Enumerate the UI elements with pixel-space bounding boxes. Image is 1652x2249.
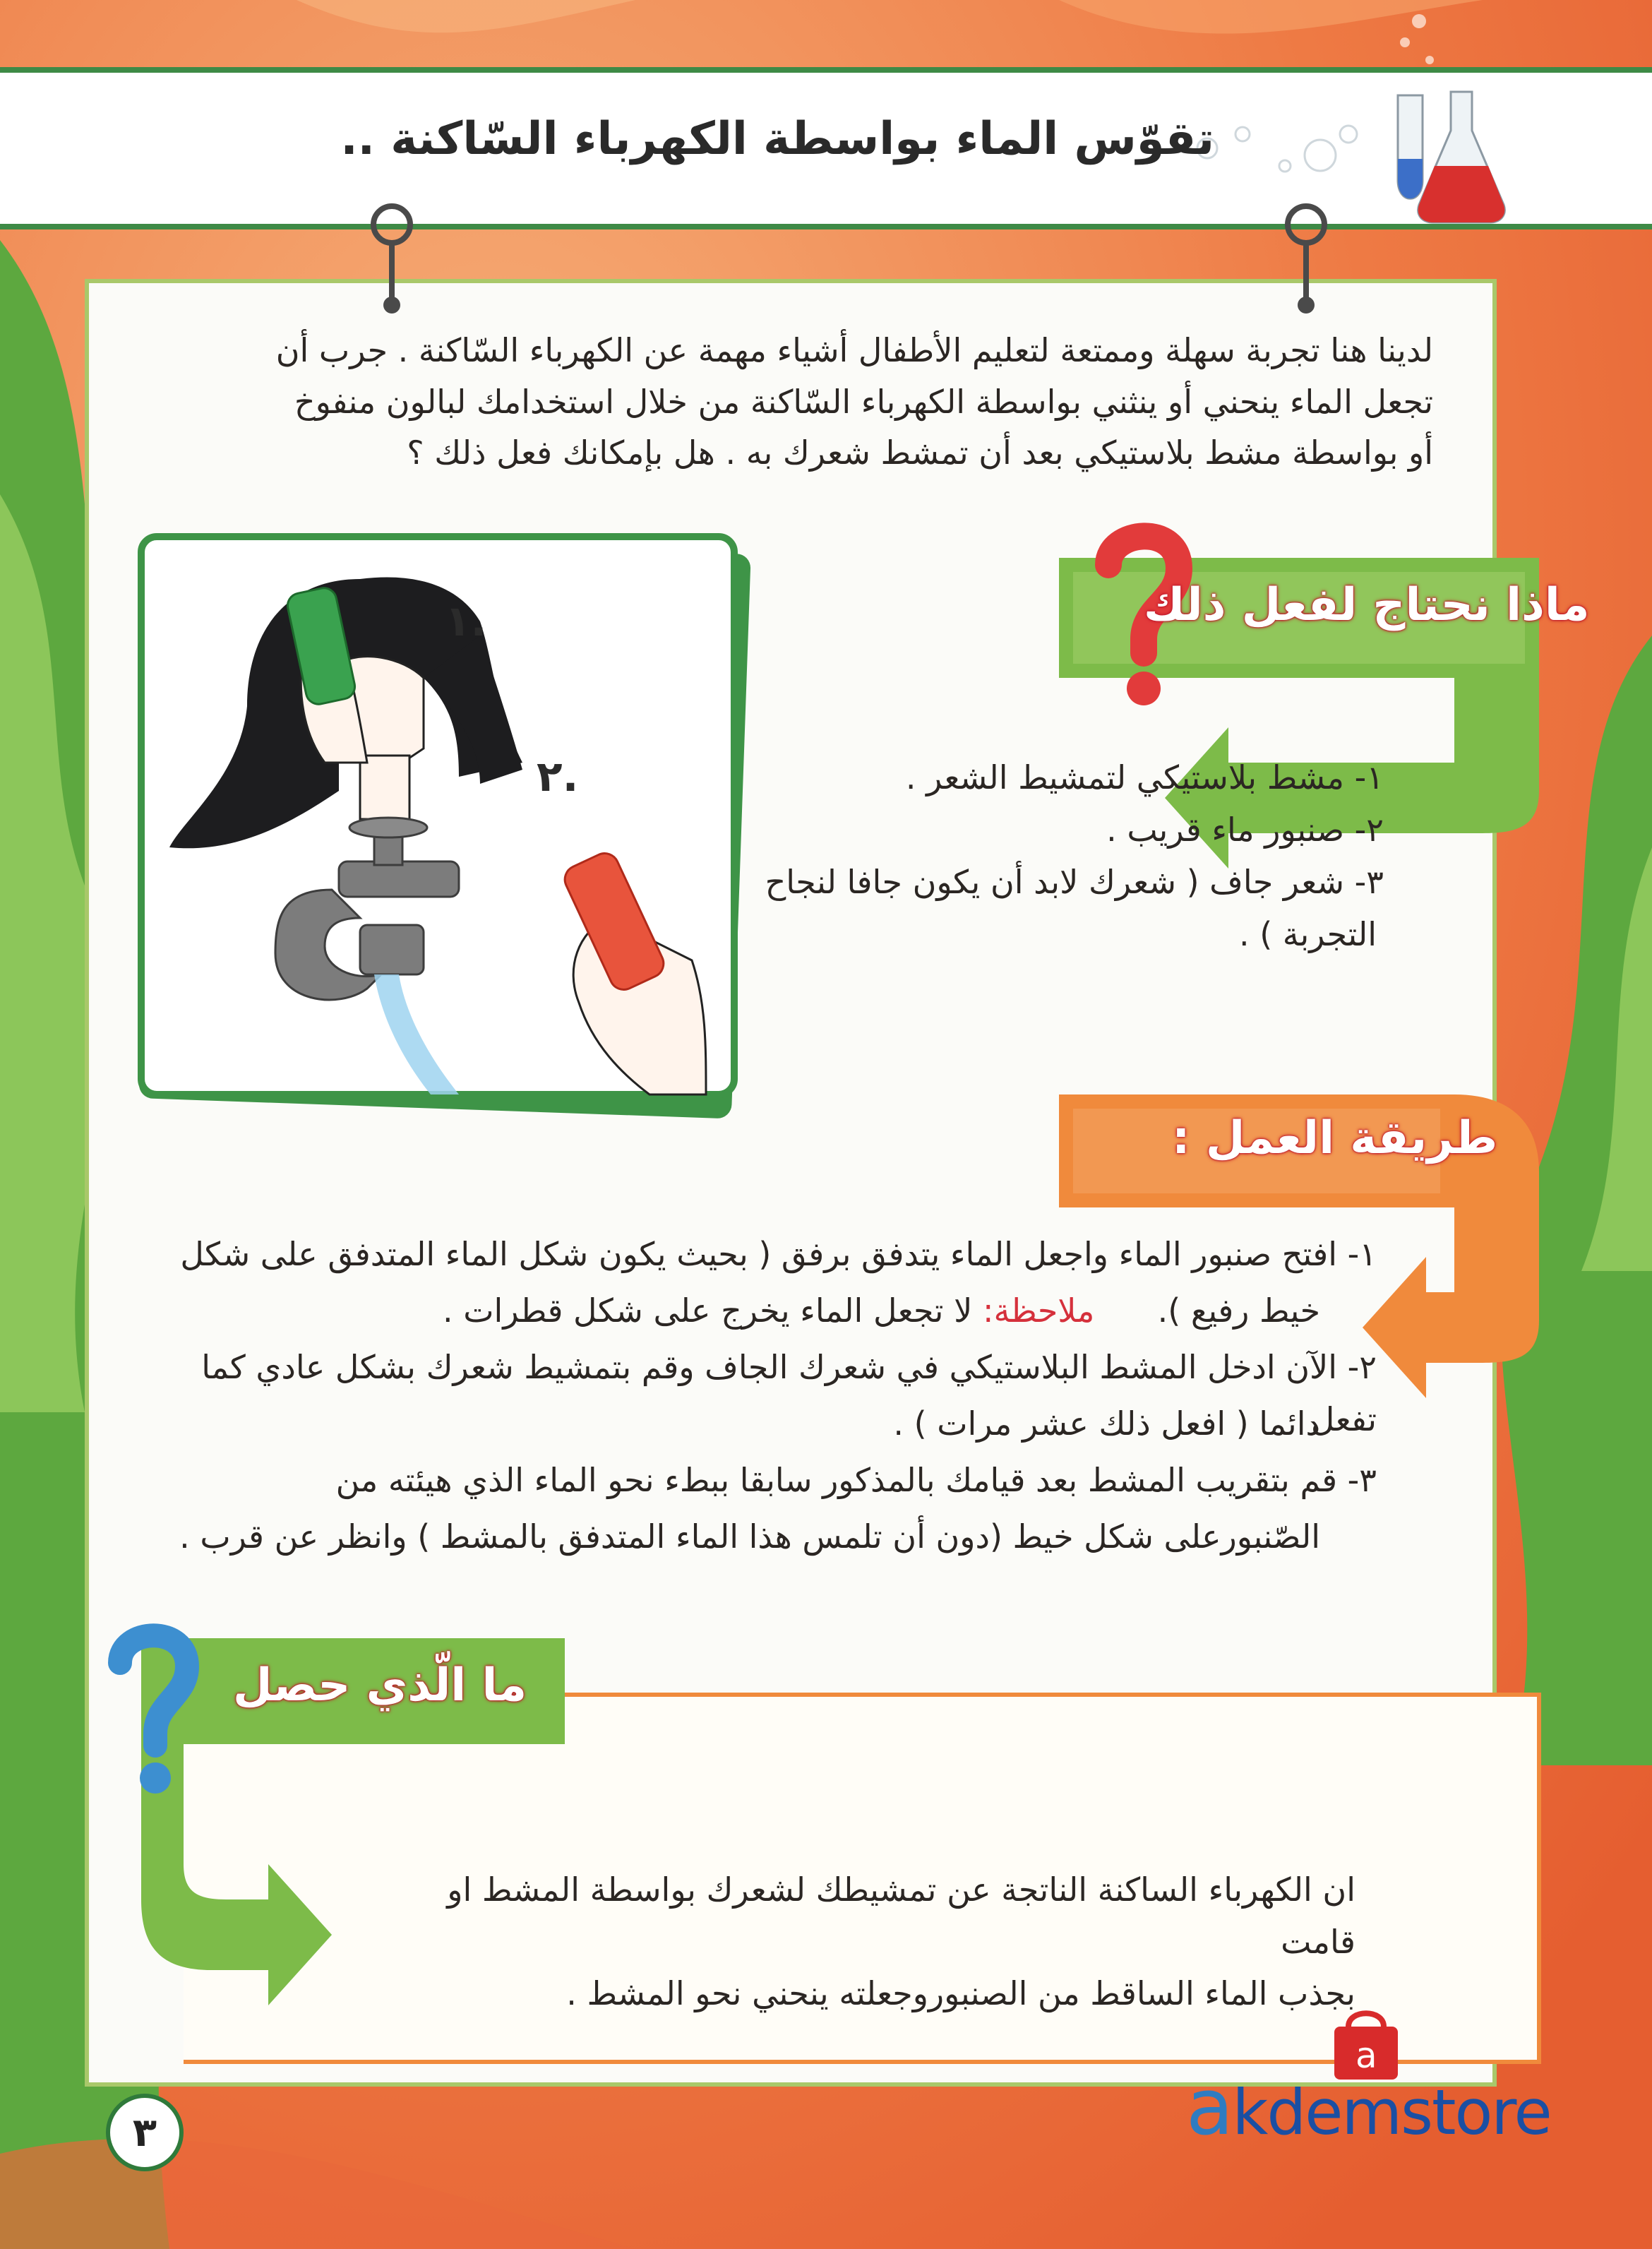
logo-badge-letter: a — [1355, 2035, 1377, 2076]
result-line: ان الكهرباء الساكنة الناتجة عن تمشيطك لشعرك بواسطة المشط او قامت — [447, 1871, 1355, 1961]
method-steps — [134, 1229, 1377, 1596]
store-logo — [1186, 2062, 1551, 2152]
question-mark-blue-icon — [102, 1617, 208, 1801]
needs-item: ٢- صنبور ماء قريب . — [1106, 811, 1384, 849]
method-line: الصّنبورعلى شكل خيط (دون أن تلمس هذا الماء المتدفق بالمشط ) وانظر عن قرب . — [179, 1517, 1320, 1556]
result-line: بجذب الماء الساقط من الصنبوروجعلته ينحني نحو المشط . — [566, 1974, 1355, 2013]
needs-item: ١- مشط بلاستيكي لتمشيط الشعر . — [905, 758, 1384, 797]
intro-paragraph — [191, 325, 1433, 479]
step-label-2: ٢. — [537, 752, 579, 801]
intro-line: لدينا هنا تجربة سهلة وممتعة لتعليم الأطفال أشياء مهمة عن الكهرباء السّاكنة . جرب أن — [275, 331, 1433, 369]
method-line: دائما ( افعل ذلك عشر مرات ) . — [893, 1404, 1320, 1443]
ring-hanger-right-icon — [1271, 198, 1341, 318]
experiment-illustration — [127, 523, 762, 1130]
ring-hanger-left-icon — [357, 198, 427, 318]
needs-item: التجربة ) . — [1238, 915, 1377, 953]
step-label-1: ١. — [445, 597, 487, 646]
intro-line: تجعل الماء ينحني أو ينثني بواسطة الكهرباء السّاكنة من خلال استخدامك لبالون منفوخ — [294, 382, 1433, 421]
result-heading: ما الّذي حصل — [233, 1659, 527, 1712]
needs-item: ٣- شعر جاف ( شعرك لابد أن يكون جافا لنجاح — [765, 863, 1384, 901]
logo-name: kdemstore — [1232, 2076, 1551, 2149]
method-heading: طريقة العمل : — [1172, 1112, 1498, 1164]
method-line: ٣- قم بتقريب المشط بعد قيامك بالمذكور سابقا ببطء نحو الماء الذي هيئته من — [335, 1461, 1377, 1499]
logo-prefix: a — [1186, 2062, 1233, 2152]
method-line — [443, 1285, 1320, 1337]
page-title: تقوّس الماء بواسطة الكهرباء السّاكنة .. — [340, 113, 1214, 165]
page-number: ٣ — [106, 2094, 184, 2171]
method-line-text: خيط رفيع ). — [1157, 1291, 1320, 1330]
note-text: لا تجعل الماء يخرج على شكل قطرات . — [443, 1291, 973, 1330]
method-line: ١- افتح صنبور الماء واجعل الماء يتدفق برفق ( بحيث يكون شكل الماء المتدفق على شكل — [180, 1235, 1377, 1273]
needs-heading: ماذا نحتاج لفعل ذلك — [1144, 579, 1590, 631]
chemistry-flasks-icon — [1384, 81, 1511, 229]
result-paragraph — [367, 1864, 1355, 2020]
method-line: ٢- الآن ادخل المشط البلاستيكي في شعرك الجاف وقم بتمشيط شعرك بشكل عادي كما تفعل — [201, 1348, 1377, 1438]
intro-line: أو بواسطة مشط بلاستيكي بعد أن تمشط شعرك به . هل بإمكانك فعل ذلك ؟ — [407, 434, 1433, 472]
needs-list — [678, 752, 1384, 992]
note-label: ملاحظة: — [982, 1291, 1095, 1330]
